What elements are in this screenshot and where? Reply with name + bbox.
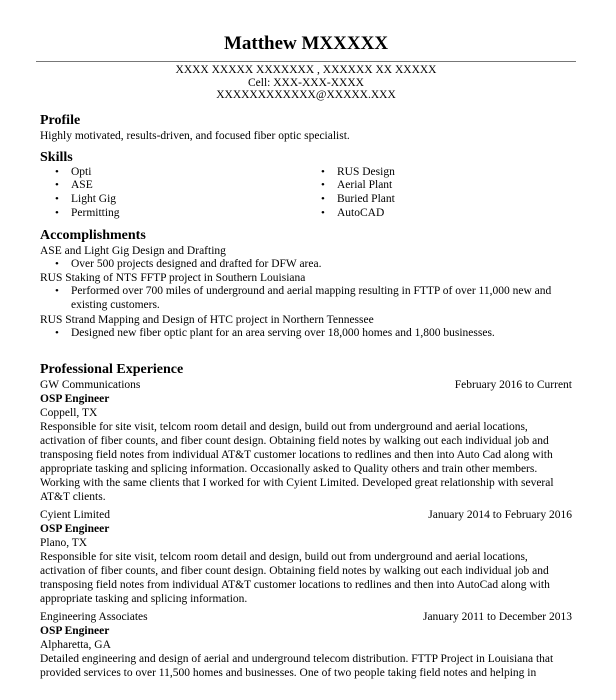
job-dates: February 2016 to Current [454, 378, 572, 391]
accomplishment-bullet: • Performed over 700 miles of underground and aerial mapping resulting in FTTP of over 11,000 new and existing customers. [40, 285, 572, 313]
accomplishments-section [40, 227, 572, 341]
skill-item: • Opti [40, 166, 306, 180]
header-divider [36, 61, 576, 62]
profile-heading: Profile [40, 112, 81, 128]
job-entry [40, 378, 572, 504]
job-company: Engineering Associates [40, 610, 148, 623]
skill-item: • AutoCAD [306, 207, 572, 221]
job-description: Detailed engineering and design of aerial and underground telecom distribution. FTTP Project in Louisiana that provided services to over 11,500 homes and businesses. One of two people taking field notes and helping in [40, 652, 554, 679]
accomplishment-bullet: • Over 500 projects designed and drafted for DFW area. [40, 258, 572, 272]
candidate-name: Matthew MXXXXX [223, 33, 389, 54]
profile-text: Highly motivated, results-driven, and focused fiber optic specialist. [40, 129, 350, 142]
job-entry [40, 610, 572, 680]
skills-section [40, 149, 572, 221]
job-company: GW Communications [40, 378, 141, 391]
contact-block [40, 64, 572, 102]
skills-right-list [306, 166, 572, 221]
accomplishments-heading: Accomplishments [40, 227, 146, 243]
accomplishment-bullet: • Designed new fiber optic plant for an area serving over 18,000 homes and 1,800 businesses. [40, 327, 572, 341]
job-location: Alpharetta, GA [40, 638, 111, 651]
job-location: Plano, TX [40, 536, 88, 549]
skill-item: • Buried Plant [306, 193, 572, 207]
job-company: Cyient Limited [40, 508, 110, 521]
cell-line: Cell: XXX-XXX-XXXX [248, 76, 364, 89]
accomplishment-heading: ASE and Light Gig Design and Drafting [40, 244, 226, 257]
job-entry [40, 508, 572, 606]
job-location: Coppell, TX [40, 406, 98, 419]
skill-item: • Permitting [40, 207, 306, 221]
job-dates: January 2014 to February 2016 [428, 508, 572, 521]
email-line: XXXXXXXXXXXX@XXXXX.XXX [216, 89, 396, 101]
accomplishment-heading: RUS Strand Mapping and Design of HTC project in Northern Tennessee [40, 314, 374, 327]
skill-item: • Light Gig [40, 193, 306, 207]
skill-item: • RUS Design [306, 166, 572, 180]
skill-item: • Aerial Plant [306, 179, 572, 193]
skills-columns [40, 166, 572, 221]
skills-left-list [40, 166, 306, 221]
experience-heading: Professional Experience [40, 361, 184, 377]
profile-section [40, 112, 572, 143]
job-dates: January 2011 to December 2013 [422, 610, 572, 623]
accomplishment-heading: RUS Staking of NTS FFTP project in Southern Louisiana [40, 272, 306, 285]
experience-section [40, 361, 572, 680]
job-description: Responsible for site visit, telcom room detail and design, build out from underground and aerial locations, activation of fiber counts, and fiber count design. Obtaining field notes by walking out each individual job and transposing field notes from individual AT&T customer locations to redlines and then into Auto Cad along with appropriate tasking and splicing information. Occasionally asked to Quality others and train other members. Working with the same clients that I worked for with Cyient Limited. Developed great relationship with several AT&T clients. [40, 420, 554, 503]
job-role: OSP Engineer [40, 392, 110, 405]
skills-heading: Skills [40, 149, 73, 165]
skill-item: • ASE [40, 179, 306, 193]
address-line: XXXX XXXXX XXXXXXX , XXXXXX XX XXXXX [175, 64, 437, 76]
job-description: Responsible for site visit, telcom room detail and design, build out from underground and aerial locations, activation of fiber counts, and fiber count design. Obtaining field notes by walking out each individual job and transposing field notes from individual AT&T customer locations to redlines and then into AutoCad along with appropriate tasking and splicing information. [40, 550, 550, 605]
job-role: OSP Engineer [40, 624, 110, 637]
job-role: OSP Engineer [40, 522, 110, 535]
